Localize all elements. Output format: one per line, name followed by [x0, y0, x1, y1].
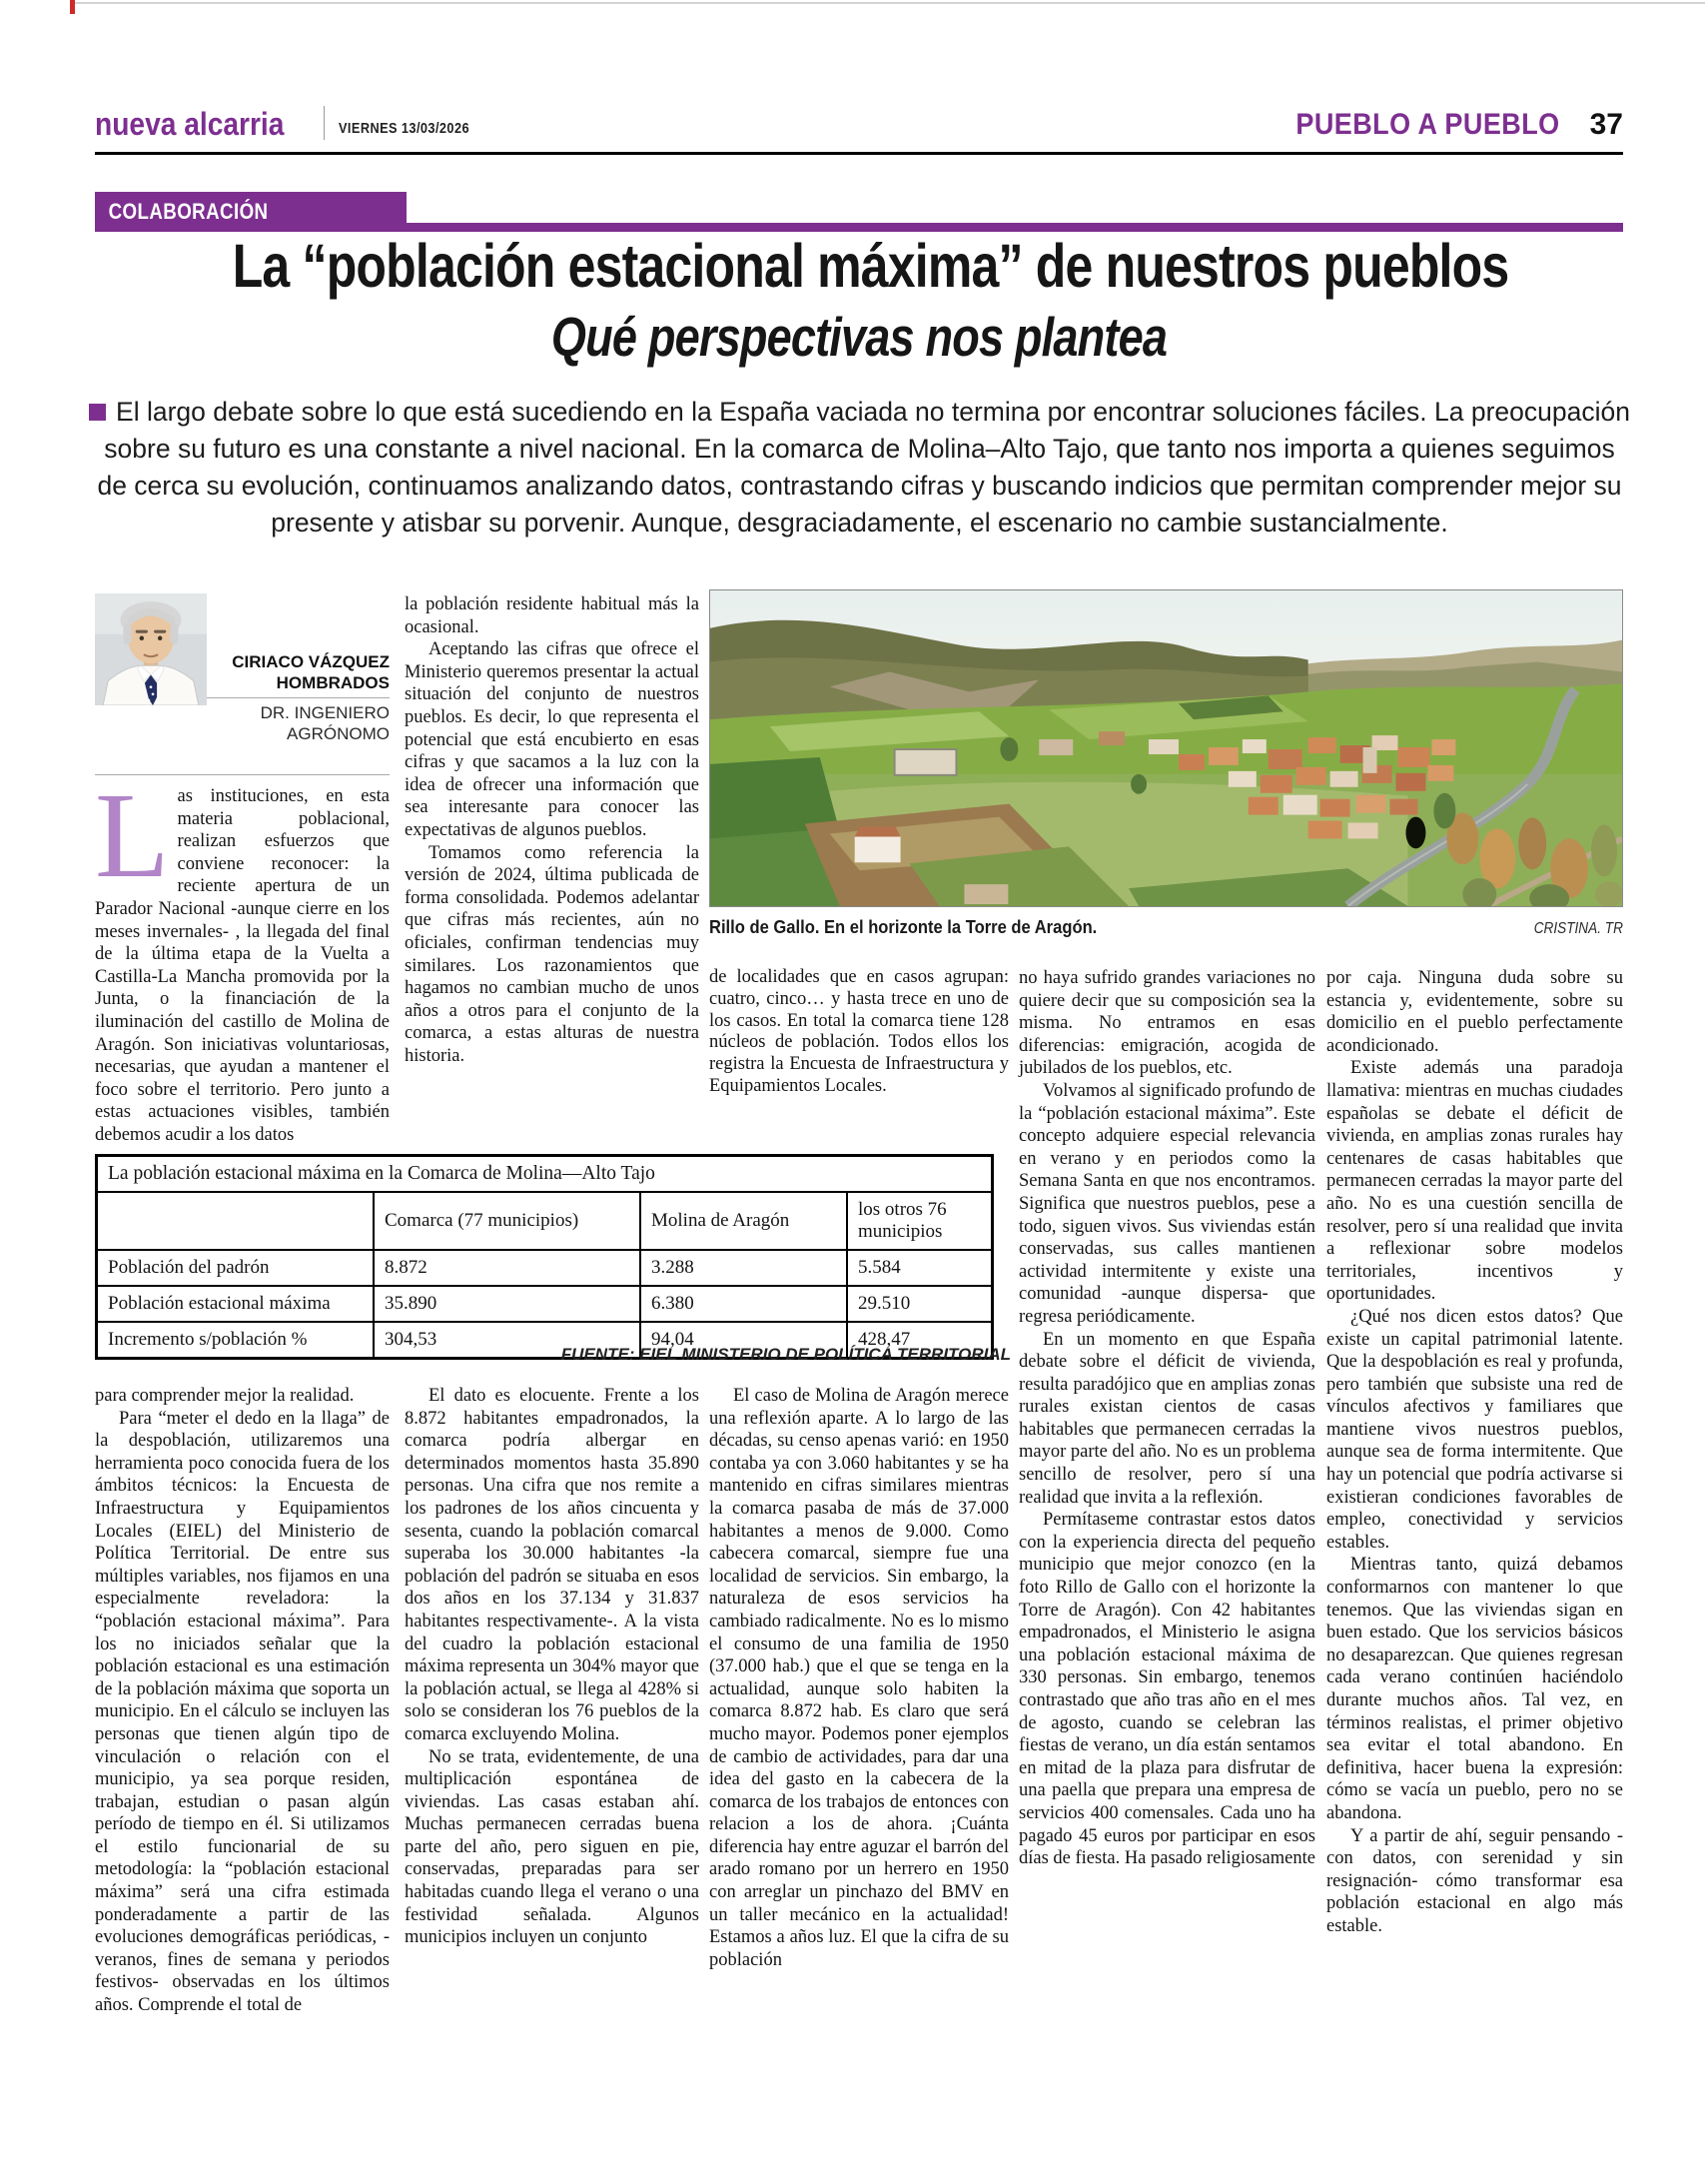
row-label: Población del padrón	[97, 1250, 375, 1286]
data-table	[95, 1154, 994, 1360]
lede	[86, 394, 1633, 542]
article-body	[95, 589, 1623, 2133]
photo-caption: Rillo de Gallo. En el horizonte la Torre de Aragón.	[709, 917, 1098, 937]
table-cell: 94,04	[640, 1322, 847, 1359]
body-paragraph: para comprender mejor la realidad.	[95, 1386, 355, 1406]
author-block	[95, 593, 390, 775]
author-portrait-illustration	[95, 593, 207, 705]
column-4	[1019, 967, 1315, 1870]
body-paragraph: de localidades que en casos agrupan: cuatro, cinco… y hasta trece en uno de los casos. En total la comarca tiene 128 núcleos de población. Todos ellos los registra la Encuesta de Infraestructura y Equipamientos Locales.	[709, 967, 1009, 1096]
body-paragraph: Existe además una paradoja llamativa: mientras en muchas ciudades españolas se debate el déficit de vivienda, en amplias zonas rurales hay centenares de casas habitables que permanecen cerradas la mayor parte del año. No es una cuestión sencilla de resolver, pero sí una realidad que invita a reflexionar sobre modelos territoriales, incentivos y oportunidades.	[1326, 1058, 1623, 1305]
author-name: CIRIACO VÁZQUEZ HOMBRADOS	[207, 651, 390, 698]
column-3-bottom	[709, 1385, 1009, 1971]
table-cell: 29.510	[847, 1286, 993, 1322]
photo-caption-row	[709, 917, 1623, 938]
body-paragraph: No se trata, evidentemente, de una multiplicación espontánea de viviendas. Las casas estaban ahí. Muchas permanecen cerradas buena parte del año, pero siguen en pie, conservadas, preparadas para ser habitadas cuando llega el verano o una festividad señalada. Algunos municipios incluyen un conjunto	[405, 1746, 699, 1948]
table-row	[97, 1286, 993, 1322]
body-paragraph: Para “meter el dedo en la llaga” de la despoblación, utilizaremos una herramienta poco conocida fuera de los ámbitos técnicos: la Encuesta de Infraestructura y Equipamientos Locales (EIEL) del Ministerio de Política Territorial. De entre sus múltiples variables, nos fijamos en una especialmente reveladora: la “población estacional máxima”. Para los no iniciados señalar que la población estacional es una estimación de la población máxima que soporta un municipio. En el cálculo se incluyen las personas que tienen algún tipo de vinculación o relación con el municipio, ya sea porque residen, trabajan, estudian o pasan algún período de tiempo en él. Si utilizamos el estilo funcionarial de su metodología: la “población estacional máxima” será una cifra estimada ponderadamente a partir de las evoluciones demográficas periódicas, -veranos, fines de semana y periodos festivos- observadas en los últimos años. Comprende el total de	[95, 1408, 390, 2016]
page-header	[95, 106, 1623, 155]
data-table-wrap	[95, 1154, 994, 1360]
column-2-top	[405, 593, 699, 1067]
column-2-bottom	[405, 1385, 699, 1949]
table-source: FUENTE: EIEL MINISTERIO DE POLÍTICA TERRITORIAL	[560, 1345, 1011, 1364]
column-3-mid	[709, 967, 1009, 1098]
body-paragraph: la población residente habitual más la ocasional.	[405, 594, 699, 637]
drop-cap: L	[95, 768, 170, 903]
aerial-village-illustration	[710, 590, 1622, 906]
subheadline: Qué perspectivas nos plantea	[550, 306, 1168, 368]
table-header-row	[97, 1192, 993, 1250]
table-title-row	[97, 1156, 993, 1193]
print-registration-mark	[70, 0, 75, 14]
column-header: Comarca (77 municipios)	[374, 1192, 640, 1250]
table-cell: 35.890	[374, 1286, 640, 1322]
aerial-photo	[709, 589, 1623, 907]
table-cell: 8.872	[374, 1250, 640, 1286]
body-paragraph: Y a partir de ahí, seguir pensando -con datos, con serenidad y sin resignación- cómo transformar esa población estacional en algo más estable.	[1326, 1825, 1623, 1936]
column-5	[1326, 967, 1623, 1938]
row-label: Incremento s/población %	[97, 1322, 375, 1359]
author-title: DR. INGENIERO AGRÓNOMO	[260, 703, 390, 743]
column-header	[97, 1192, 375, 1250]
table-row	[97, 1250, 993, 1286]
table-title: La población estacional máxima en la Comarca de Molina—Alto Tajo	[97, 1156, 993, 1193]
table-cell: 6.380	[640, 1286, 847, 1322]
kicker-rule	[95, 192, 1623, 232]
lede-bullet-square	[89, 404, 106, 421]
column-header: los otros 76 municipios	[847, 1192, 993, 1250]
table-cell: 428,47	[847, 1322, 993, 1359]
section-title: PUEBLO A PUEBLO	[1295, 108, 1560, 141]
paragraph-text: as instituciones, en esta materia poblacional, realizan esfuerzos que conviene reconocer: la reciente apertura de un Parador Nacional -aunque cierre en los meses invernales- , la llegada del final de la última etapa de la Vuelta a Castilla-La Mancha promovida por la Junta, o la financiación de la iluminación del castillo de Molina de Aragón. Son iniciativas voluntariosas, necesarias, que ayudan a mantener el foco sobre el territorio. Pero junto a estas actuaciones visibles, también debemos acudir a los datos	[95, 786, 390, 1145]
table-cell: 304,53	[374, 1322, 640, 1359]
byline	[207, 593, 390, 770]
body-paragraph: por caja. Ninguna duda sobre su estancia y, evidentemente, sobre su domicilio en el pueblo perfectamente acondicionado.	[1326, 968, 1623, 1056]
photo-credit: CRISTINA. TR	[1533, 920, 1623, 937]
body-paragraph: Mientras tanto, quizá debamos conformarnos con mantener lo que tenemos. Que las viviendas sigan en buen estado. Que los servicios básicos no desaparezcan. Que quienes regresan cada verano continúen haciéndolo durante muchos años. Tal vez, en términos realistas, el primer objetivo sea evitar el total abandono. En definitiva, hacer buena la expresión: cómo se vacía un pueblo, pero no se abandona.	[1326, 1555, 1623, 1823]
kicker-label: COLABORACIÓN	[108, 199, 269, 224]
body-paragraph: Volvamos al significado profundo de la “población estacional máxima”. Este concepto adquiere especial relevancia en verano y en periodos como la Semana Santa en que nos encontramos. Significa que nuestros pueblos, pese a todo, siguen vivos. Sus viviendas están conservadas, sus calles mantienen actividad intermitente y existe una comunidad -aunque dispersa- que regresa periódicamente.	[1019, 1080, 1316, 1327]
body-paragraph: El caso de Molina de Aragón merece una reflexión aparte. A lo largo de las décadas, su censo apenas varió: en 1950 contaba ya con 3.060 habitantes y se ha mantenido en cifras similares mientras la comarca pasaba de más de 37.000 habitantes a menos de 9.000. Como cabecera comarcal, siempre fue una localidad de servicios. Sin embargo, la naturaleza de esos servicios ha cambiado radicalmente. No es lo mismo el consumo de una familia de 1950 (37.000 hab.) que el que se tenga en la actualidad, aunque solo habiten la comarca 8.872 hab. Es claro que será mucho mayor. Podemos poner ejemplos de cambio de actividades, para dar una idea del gasto en la cabecera de la comarca de los trabajos de entonces con relacion a los de ahora. ¡Cuánta diferencia hay entre aguzar el barrón del arado romano por un herrero en 1950 con arreglar un pinchazo del BMV en un taller mecánico en la actualidad! Estamos a años luz. El que la cifra de su población	[709, 1386, 1009, 1970]
body-paragraph: Aceptando las cifras que ofrece el Ministerio queremos presentar la actual situación del conjunto de nuestros pueblos. Es decir, lo que representa el potencial que está encubierto en esas cifras y que sacamos a la luz con la idea de ofrecer una información que sea interesante para conocer las expectativas de algunos pueblos.	[405, 639, 699, 840]
table-cell: 3.288	[640, 1250, 847, 1286]
body-paragraph: En un momento en que España debate sobre el déficit de vivienda, resulta paradójico que en amplias zonas rurales existan cientos de casas habitables que permanecen cerradas la mayor parte del año. No es un problema sencillo de resolver, pero sí una realidad que invita a la reflexión.	[1019, 1329, 1315, 1508]
headline: La “población estacional máxima” de nuestros pueblos	[232, 232, 1509, 300]
body-paragraph	[95, 768, 390, 1147]
body-paragraph: Tomamos como referencia la versión de 2024, última publicada de forma consolidada. Podemos adelantar que cifras más recientes, aún no oficiales, confirman tendencias muy similares. Los razonamientos que hagamos no cambian mucho de unos años a otros para el conjunto de la comarca, a estas alturas de nuestra historia.	[405, 842, 699, 1066]
issue-date: VIERNES 13/03/2026	[339, 120, 470, 137]
lede-text: El largo debate sobre lo que está sucediendo en la España vaciada no termina por encontrar soluciones fáciles. La preocupación sobre su futuro es una constante a nivel nacional. En la comarca de Molina–Alto Tajo, que tanto nos importa a quienes seguimos de cerca su evolución, continuamos analizando datos, contrastando cifras y buscando indicios que permitan comprender mejor su presente y atisbar su porvenir. Aunque, desgraciadamente, el escenario no cambie sustancialmente.	[97, 397, 1630, 538]
header-divider	[324, 106, 325, 140]
body-paragraph: no haya sufrido grandes variaciones no quiere decir que su composición sea la misma. No entramos en esas diferencias: emigración, acogida de jubilados de los pueblos, etc.	[1019, 968, 1315, 1079]
author-photo	[95, 593, 207, 705]
table-cell: 5.584	[847, 1250, 993, 1286]
body-paragraph: Permítaseme contrastar estos datos con la experiencia directa del pequeño municipio que mejor conozco (en la foto Rillo de Gallo con el horizonte la Torre de Aragón). Con 42 habitantes empadronados, el Ministerio le asigna una población estacional máxima de 330 personas. Sin embargo, tenemos contrastado que año tras año en el mes de agosto, cuando se celebran las fiestas de verano, un día están sentamos en mitad de la plaza para disfrutar de una paella que prepara una empresa de servicios 400 comensales. Cada uno ha pagado 45 euros por participar en esos días de fiesta. Ha pasado religiosamente	[1019, 1510, 1315, 1869]
row-label: Población estacional máxima	[97, 1286, 375, 1322]
column-header: Molina de Aragón	[640, 1192, 847, 1250]
kicker-badge	[95, 192, 407, 232]
column-1-top	[95, 768, 390, 1147]
page-number: 37	[1589, 108, 1623, 141]
body-paragraph: El dato es elocuente. Frente a los 8.872 habitantes empadronados, la comarca podría albergar en determinados momentos hasta 35.890 personas. Una cifra que nos remite a los padrones de los años cincuenta y sesenta, cuando la población comarcal superaba los 30.000 habitantes -la población del padrón se situaba en esos dos años en los 37.134 y 31.837 habitantes respectivamente-. A la vista del cuadro la población estacional máxima representa un 304% mayor que la población actual, se llega al 428% si solo se consideran los 76 pueblos de la comarca excluyendo Molina.	[405, 1386, 699, 1744]
body-paragraph: ¿Qué nos dicen estos datos? Que existe un capital patrimonial latente. Que la despoblación es real y profunda, pero también que subsiste una red de vínculos afectivos y familiares que mantiene vivos nuestros pueblos, aunque sea de forma intermitente. Que hay un potencial que podría activarse si existieran condiciones favorables de empleo, conectividad y servicios estables.	[1326, 1306, 1623, 1553]
column-1-bottom	[95, 1385, 390, 2017]
newspaper-brand: nueva alcarria	[95, 106, 285, 142]
top-hairline	[75, 2, 1705, 4]
